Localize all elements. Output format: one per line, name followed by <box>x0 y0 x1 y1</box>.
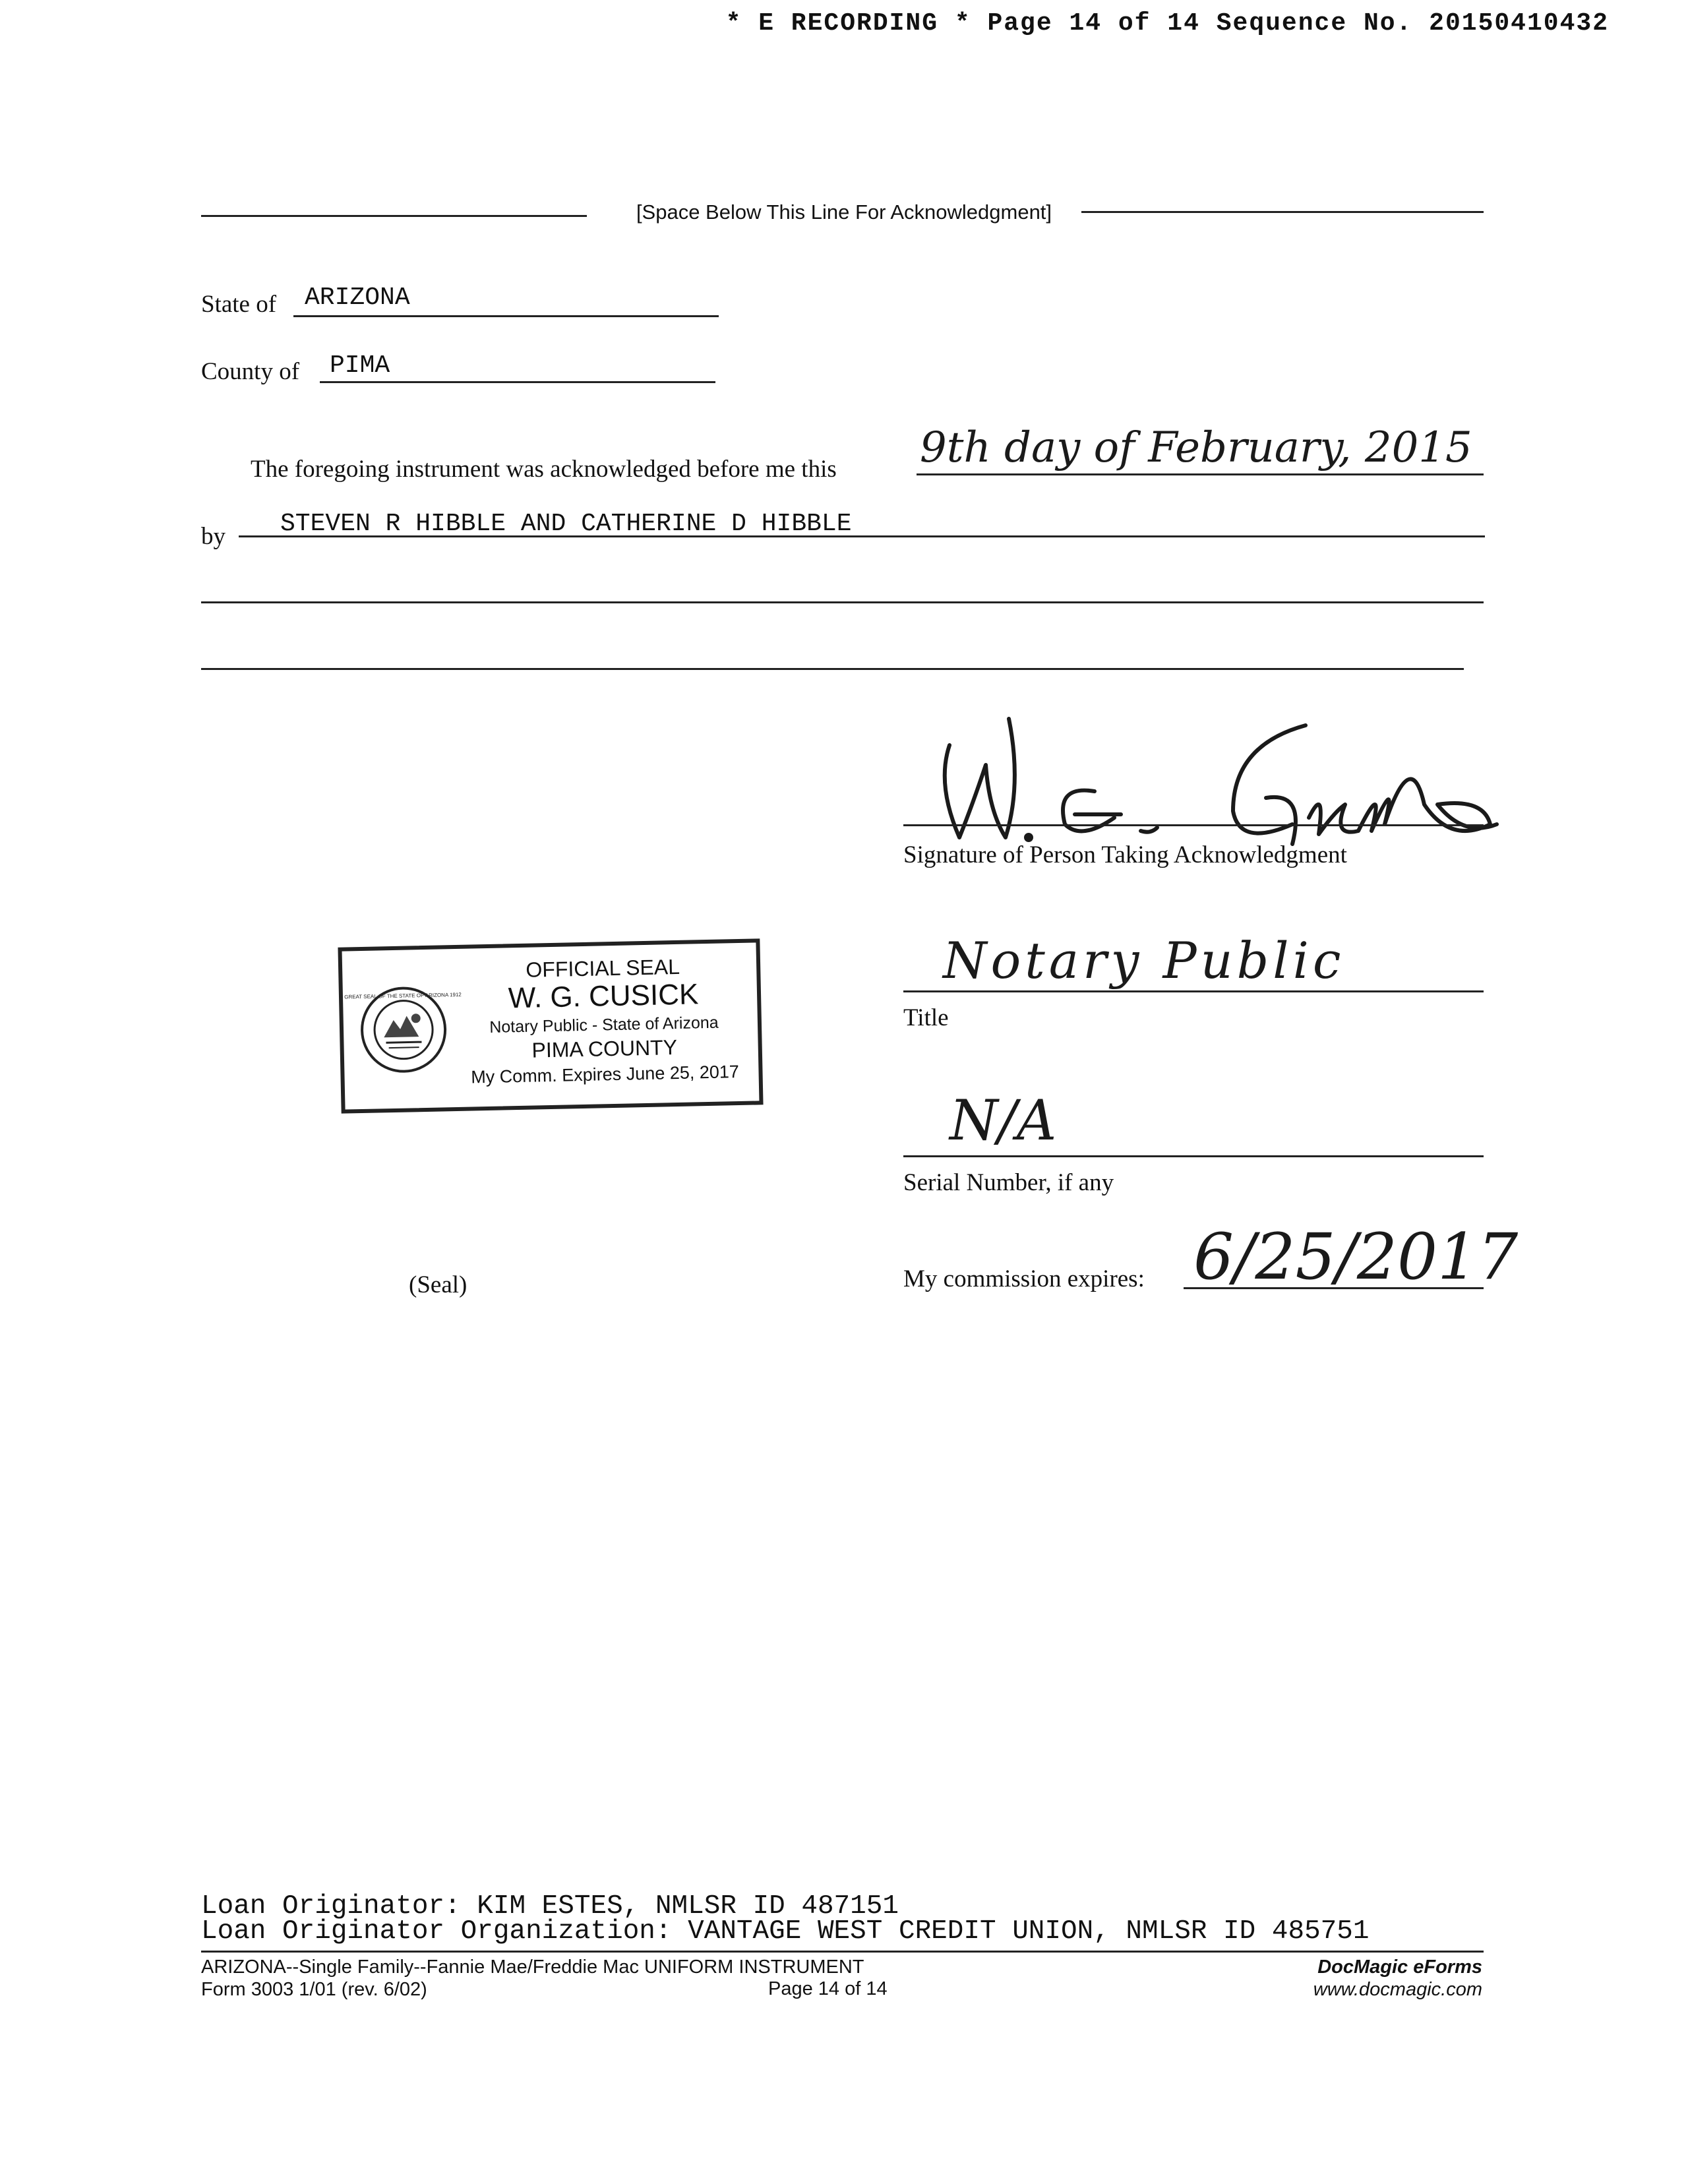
page-number: Page 14 of 14 <box>768 1978 888 1999</box>
official-seal-stamp <box>338 938 763 1113</box>
commission-label: My commission expires: <box>903 1265 1145 1292</box>
docmagic-website: www.docmagic.com <box>1313 1979 1482 2000</box>
docmagic-brand <box>1313 1956 1482 2001</box>
handwritten-signature <box>923 706 1503 851</box>
loan-originator-block <box>201 1891 1370 1947</box>
arizona-state-seal-icon <box>344 985 462 1075</box>
commission-date-handwritten: 6/25/2017 <box>1193 1220 1519 1294</box>
blank-line-1 <box>201 601 1484 603</box>
commission-line <box>1184 1287 1484 1289</box>
serial-handwritten: N/A <box>950 1088 1057 1153</box>
date-line <box>917 473 1484 475</box>
form-number: Form 3003 1/01 (rev. 6/02) <box>201 1979 427 2000</box>
signature-line <box>903 824 1484 826</box>
state-value: ARIZONA <box>305 284 410 312</box>
form-info <box>201 1956 864 2001</box>
seal-heading: OFFICIAL SEAL <box>526 954 680 982</box>
title-line <box>903 990 1484 992</box>
state-line <box>293 315 719 317</box>
title-label: Title <box>903 1004 949 1031</box>
acknowledgment-separator-text: [Space Below This Line For Acknowledgment] <box>0 200 1688 224</box>
footer-rule <box>201 1951 1484 1953</box>
county-label: County of <box>201 358 300 385</box>
foregoing-text: The foregoing instrument was acknowledged before me this <box>251 456 837 483</box>
county-value: PIMA <box>330 351 390 380</box>
state-label: State of <box>201 291 277 318</box>
acknowledger-names: STEVEN R HIBBLE AND CATHERINE D HIBBLE <box>280 510 852 538</box>
acknowledgment-date-handwritten: 9th day of February, 2015 <box>920 423 1472 472</box>
seal-expiration: My Comm. Expires June 25, 2017 <box>470 1062 740 1087</box>
recording-header: * E RECORDING * Page 14 of 14 Sequence No. 20150410432 <box>725 9 1609 38</box>
serial-label: Serial Number, if any <box>903 1169 1114 1196</box>
serial-line <box>903 1155 1484 1157</box>
loan-originator: Loan Originator: KIM ESTES, NMLSR ID 487151 <box>201 1891 899 1922</box>
blank-line-2 <box>201 668 1464 670</box>
signature-label: Signature of Person Taking Acknowledgment <box>903 841 1347 868</box>
loan-originator-organization: Loan Originator Organization: VANTAGE WEST CREDIT UNION, NMLSR ID 485751 <box>201 1916 1370 1947</box>
title-handwritten: Notary Public <box>943 931 1345 990</box>
seal-notary-state: Notary Public - State of Arizona <box>489 1013 719 1037</box>
docmagic-logo: DocMagic eForms <box>1317 1957 1482 1978</box>
svg-text:GREAT SEAL OF THE STATE OF ARI: GREAT SEAL OF THE STATE OF ARIZONA 1912 <box>344 991 462 1000</box>
by-label: by <box>201 523 226 550</box>
form-title: ARIZONA--Single Family--Fannie Mae/Freddie Mac UNIFORM INSTRUMENT <box>201 1957 864 1978</box>
seal-county: PIMA COUNTY <box>531 1035 678 1062</box>
seal-notary-name: W. G. CUSICK <box>508 978 699 1015</box>
seal-label: (Seal) <box>409 1271 467 1298</box>
by-line <box>239 535 1485 537</box>
county-line <box>320 381 715 383</box>
